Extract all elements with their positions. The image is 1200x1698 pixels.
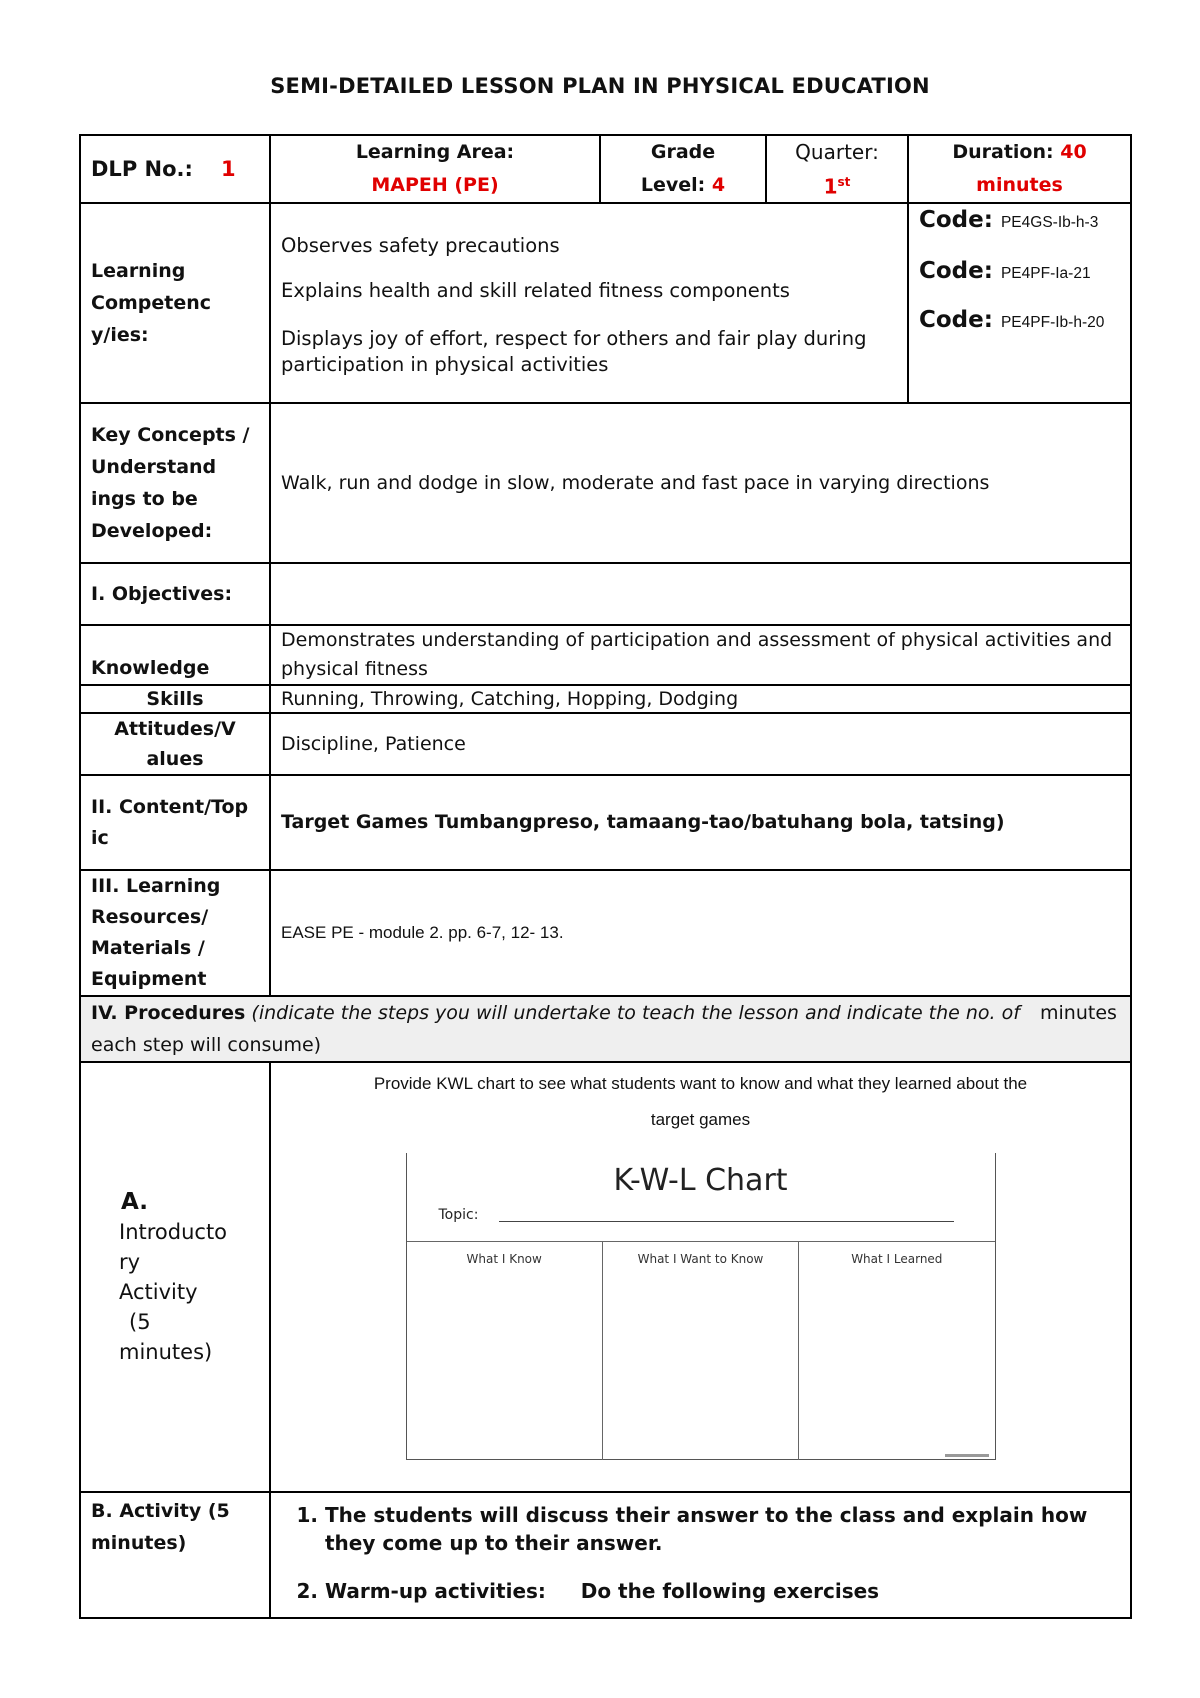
code-value: PE4GS-Ib-h-3: [1000, 214, 1099, 231]
attitudes-label: Attitudes/V alues: [80, 713, 270, 775]
kwl-column-want: What I Want to Know: [602, 1242, 798, 1460]
content-label: II. Content/Top ic: [80, 775, 270, 870]
code-label: Code:: [919, 207, 993, 233]
key-concepts-row: [80, 403, 1131, 563]
objectives-empty-cell: [270, 563, 1131, 625]
kwl-column-learned: What I Learned: [798, 1242, 994, 1460]
learning-area-cell: [270, 135, 600, 203]
key-concepts-label: Key Concepts / Understand ings to be Developed:: [80, 403, 270, 563]
intro-label-line: minutes): [119, 1340, 213, 1364]
competency-item: Explains health and skill related fitness components: [281, 278, 790, 302]
competencies-list: [270, 203, 908, 403]
attitudes-value: Discipline, Patience: [270, 713, 1131, 775]
duration-label: Duration:: [952, 141, 1054, 163]
intro-label-line: (5: [129, 1310, 151, 1334]
procedures-label: IV. Procedures: [91, 1002, 246, 1024]
competency-item: Observes safety precautions: [281, 233, 560, 257]
intro-label-line: Introducto: [119, 1220, 228, 1244]
skills-row: [80, 685, 1131, 713]
procedures-header: [80, 996, 1131, 1062]
kwl-footer-mark: [945, 1454, 989, 1457]
activity-row: [80, 1492, 1131, 1618]
intro-activity-row: [80, 1062, 1131, 1492]
content-value: Target Games Tumbangpreso, tamaang-tao/batuhang bola, tatsing): [270, 775, 1131, 870]
lesson-plan-table: [79, 134, 1132, 1619]
learning-area-label: Learning Area:: [355, 141, 515, 163]
duration-cell: [908, 135, 1131, 203]
kwl-columns: [407, 1241, 995, 1460]
grade-value: 4: [711, 174, 726, 196]
intro-activity-content: [270, 1062, 1131, 1492]
duration-unit: minutes: [976, 174, 1063, 196]
knowledge-label: Knowledge: [80, 625, 270, 685]
procedures-note-end: minutes each step will consume): [91, 1002, 1117, 1056]
document-title: SEMI-DETAILED LESSON PLAN IN PHYSICAL EDUCATION: [270, 74, 930, 98]
dlp-label: DLP No.:: [91, 157, 193, 181]
quarter-cell: [766, 135, 908, 203]
objectives-label: I. Objectives:: [80, 563, 270, 625]
attitudes-row: [80, 713, 1131, 775]
objectives-row: [80, 563, 1131, 625]
grade-level-cell: [600, 135, 766, 203]
competencies-row: [80, 203, 1131, 403]
competency-item: Displays joy of effort, respect for others and fair play during participation in physical activities: [281, 326, 867, 376]
resources-row: [80, 870, 1131, 996]
header-row: [80, 135, 1131, 203]
intro-label-line: Activity: [119, 1280, 198, 1304]
intro-letter: A.: [121, 1189, 148, 1215]
resources-value: EASE PE - module 2. pp. 6-7, 12- 13.: [270, 870, 1131, 996]
code-value: PE4PF-Ia-21: [1000, 265, 1091, 282]
duration-value: 40: [1060, 141, 1087, 163]
activity-label: B. Activity (5 minutes): [80, 1492, 270, 1618]
content-row: [80, 775, 1131, 870]
skills-value: Running, Throwing, Catching, Hopping, Dodging: [270, 685, 1131, 713]
intro-activity-label-cell: [80, 1062, 270, 1492]
key-concepts-value: Walk, run and dodge in slow, moderate and fast pace in varying directions: [270, 403, 1131, 563]
procedures-row: [80, 996, 1131, 1062]
knowledge-row: [80, 625, 1131, 685]
grade-level-label: Level:: [640, 174, 706, 196]
knowledge-value: Demonstrates understanding of participation and assessment of physical activities and physical fitness: [270, 625, 1131, 685]
activity-content: [270, 1492, 1131, 1618]
codes-cell: [908, 203, 1131, 403]
kwl-topic-line: [499, 1221, 954, 1222]
code-label: Code:: [919, 307, 993, 333]
procedures-note: (indicate the steps you will undertake to teach the lesson and indicate the no. of: [251, 1002, 1020, 1024]
code-label: Code:: [919, 258, 993, 284]
activity-item: 1. The students will discuss their answer to the class and explain how they come up to their answer.: [325, 1501, 1120, 1557]
activity-list: [281, 1501, 1120, 1605]
quarter-value: 1: [823, 174, 838, 199]
activity-item: 2. Warm-up activities: Do the following exercises: [325, 1577, 1120, 1605]
learning-area-value: MAPEH (PE): [371, 174, 499, 196]
kwl-chart-image: [406, 1153, 996, 1460]
quarter-suffix: st: [837, 174, 851, 189]
competencies-label: Learning Competenc y/ies:: [80, 203, 270, 403]
intro-label-line: ry: [119, 1250, 141, 1274]
kwl-chart-title: K-W-L Chart: [613, 1163, 788, 1198]
kwl-topic-label: Topic:: [438, 1207, 479, 1223]
quarter-label: Quarter:: [795, 139, 879, 164]
resources-label: III. Learning Resources/ Materials / Equipment: [80, 870, 270, 996]
kwl-caption: Provide KWL chart to see what students want to know and what they learned about the: [373, 1074, 1028, 1093]
kwl-column-know: What I Know: [466, 1252, 542, 1266]
grade-label: Grade: [650, 141, 716, 163]
dlp-value: 1: [220, 157, 236, 181]
kwl-caption-line-2: target games: [650, 1110, 751, 1129]
skills-label: Skills: [80, 685, 270, 713]
code-value: PE4PF-Ib-h-20: [1000, 314, 1105, 331]
dlp-cell: [80, 135, 270, 203]
